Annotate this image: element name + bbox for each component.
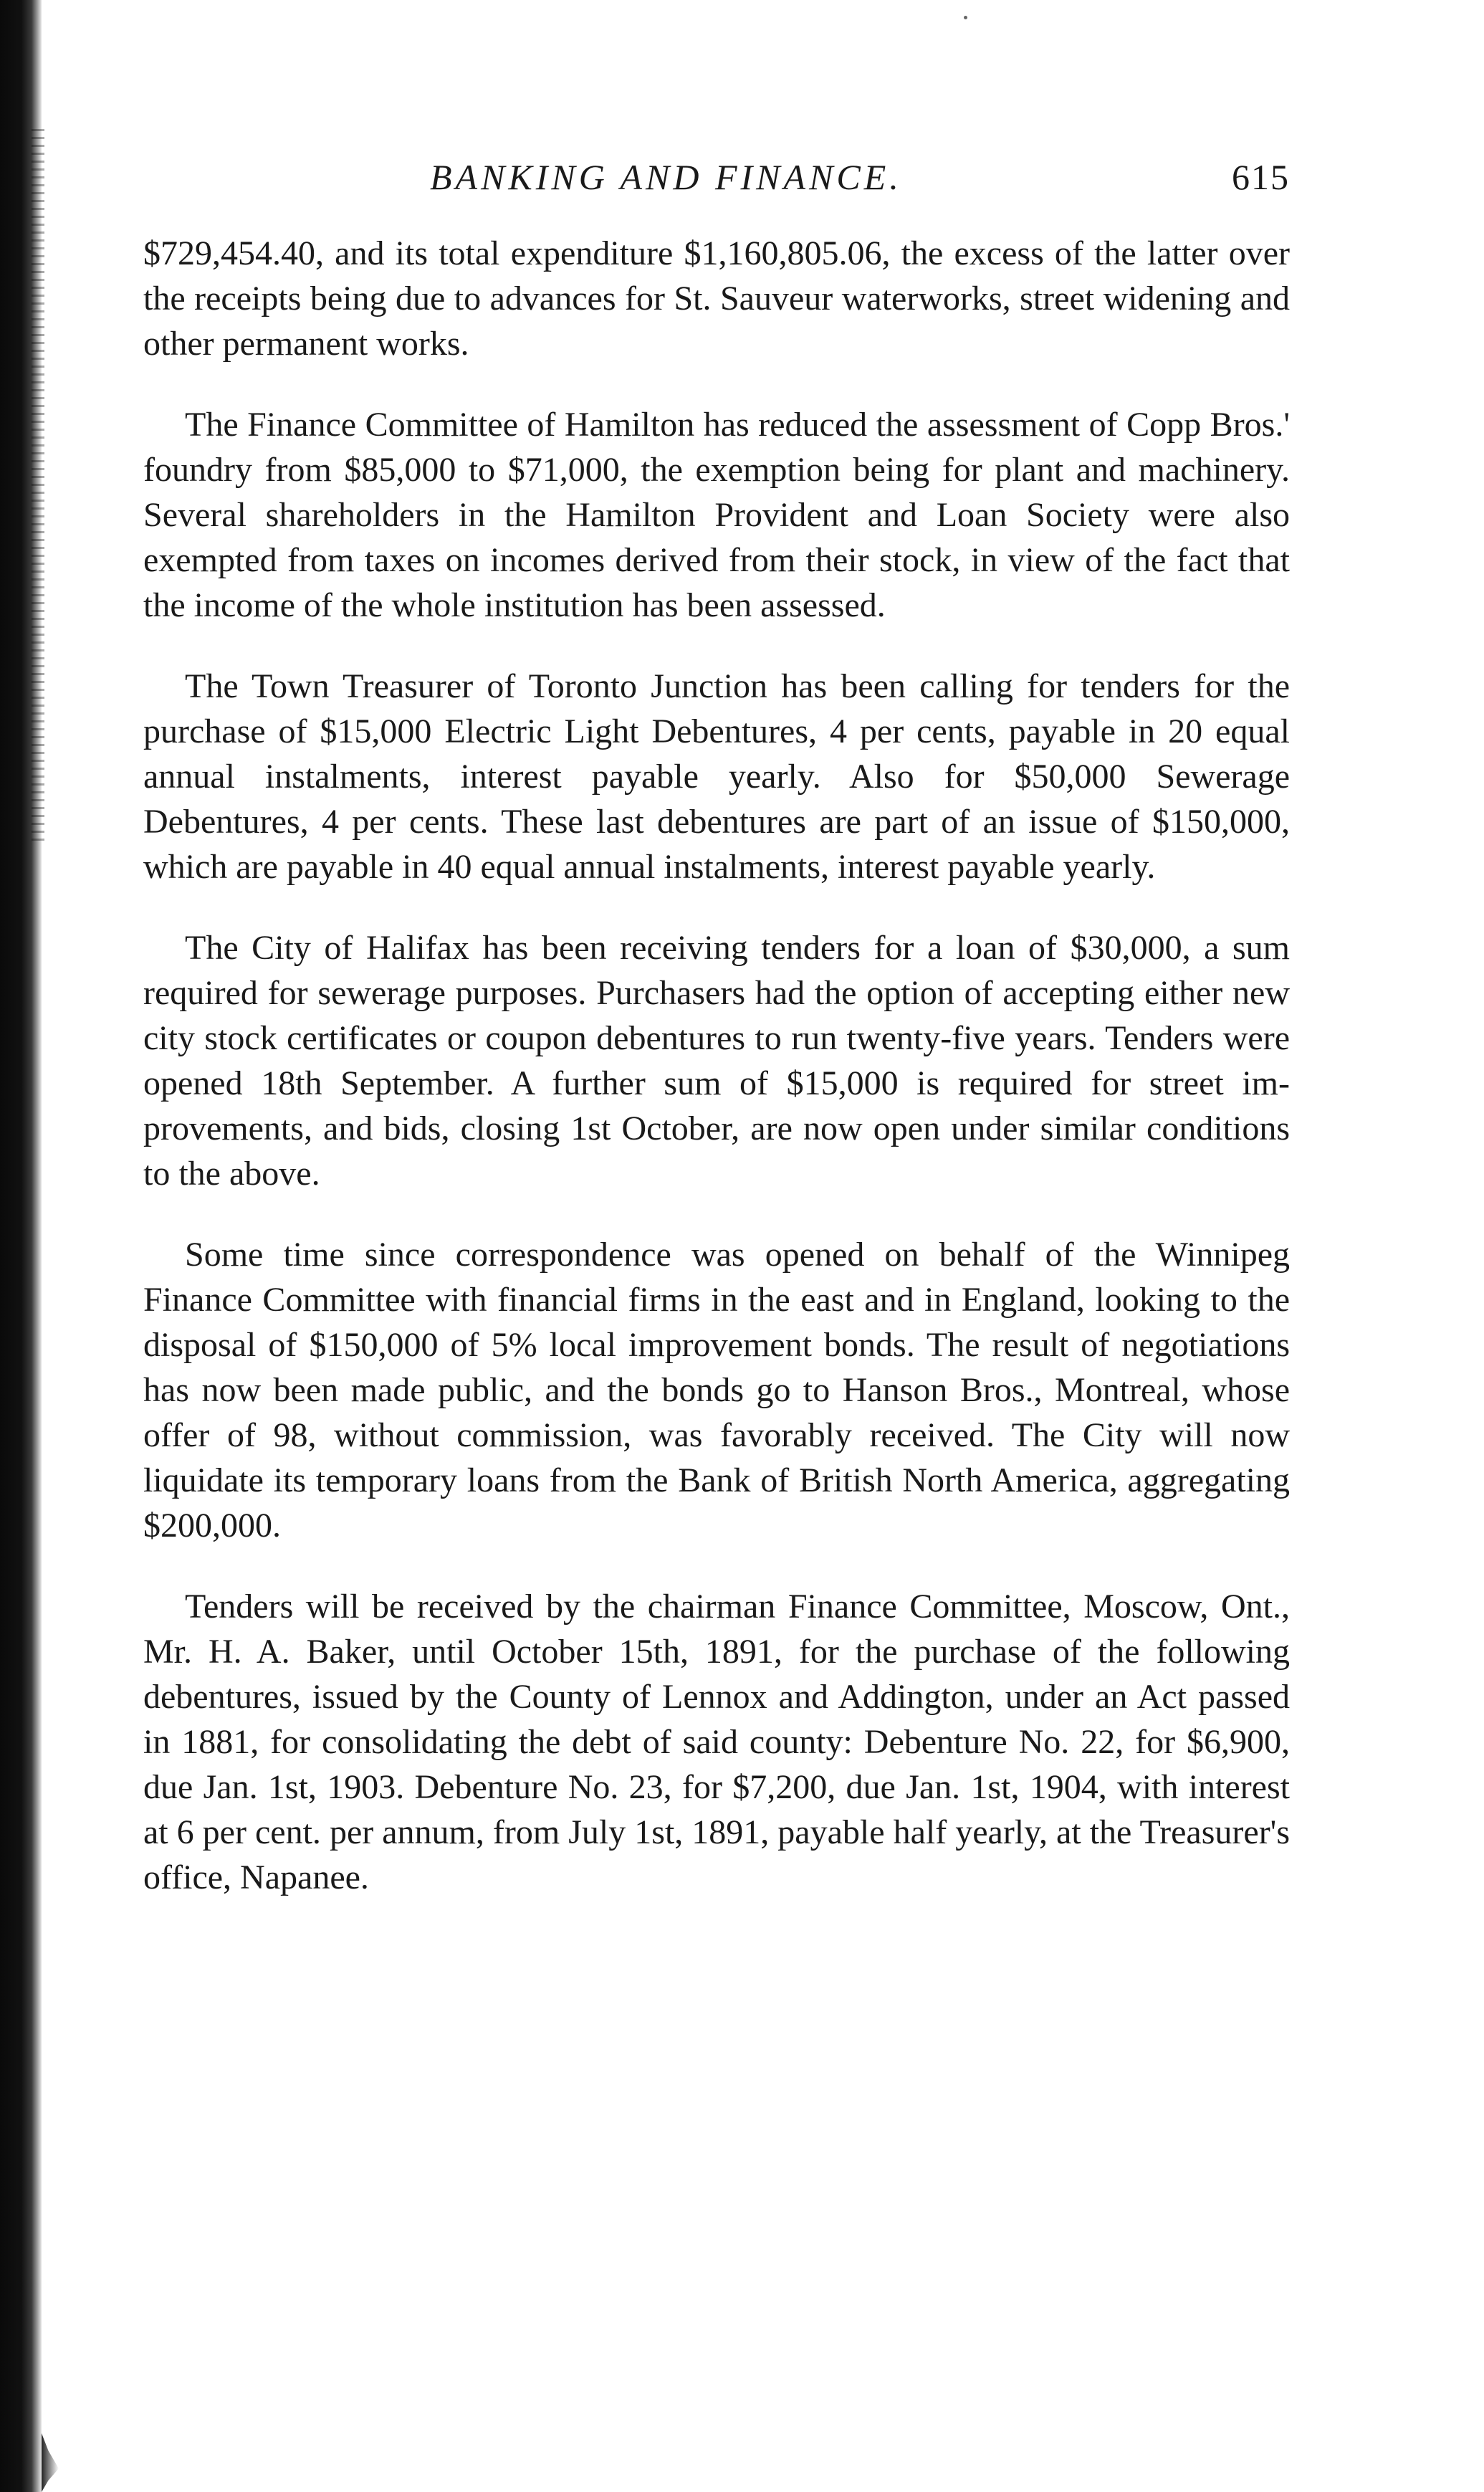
ink-speck	[964, 16, 967, 19]
paragraph-toronto-junction-debentures: The Town Treasurer of Toronto Junction has been calling for tenders for the purchase of $15,000 Electric Light Debentures, 4 per cents, payable in 20 equal annual instalments, interest payable yearly. Also for $50,000 Sewerage Debentures, 4 per cents. These last debentures are part of an issue of $150,000, which are payable in 40 equal annual instalments, interest payable yearly.	[143, 667, 1290, 886]
binding-foot-mark	[42, 2433, 59, 2492]
page-body	[143, 231, 1290, 1936]
paragraph-halifax-loan: The City of Halifax has been receiving tenders for a loan of $30,000, a sum required for sewerage purposes. Purchasers had the option of accepting either new city stock certificates or coupon debentures to run twenty-five years. Tenders were opened 18th September. A further sum of $15,000 is required for street improvements, and bids, closing 1st October, are now open under similar conditions to the above.	[143, 929, 1290, 1193]
paragraph-hamilton-assessment: The Finance Committee of Hamilton has reduced the assessment of Copp Bros.' foundry from $85,000 to $71,000, the exemption being for plant and machinery. Several shareholders in the Hamilton Provident and Loan Society were also exempted from taxes on incomes derived from their stock, in view of the fact that the income of the whole institution has been assessed.	[143, 406, 1290, 624]
page-number: 615	[1232, 157, 1290, 197]
paragraph-lennox-addington-tenders: Tenders will be received by the chairman Finance Committee, Moscow, Ont., Mr. H. A. Baker, until October 15th, 1891, for the purchase of the following debentures, issued by the County of Lennox and Addington, under an Act passed in 1881, for consolidating the debt of said county: Debenture No. 22, for $6,900, due Jan. 1st, 1903. Debenture No. 23, for $7,200, due Jan. 1st, 1904, with interest at 6 per cent. per annum, from July 1st, 1891, payable half yearly, at the Treasurer's office, Napanee.	[143, 1588, 1290, 1896]
paragraph-winnipeg-bonds: Some time since correspondence was opened on behalf of the Winnipeg Finance Committee with financial firms in the east and in England, looking to the disposal of $150,000 of 5% local improvement bonds. The result of negotiations has now been made public, and the bonds go to Hanson Bros., Montreal, whose offer of 98, without commission, was favorably received. The City will now liquidate its temporary loans from the Bank of British North America, aggregating $200,000.	[143, 1236, 1290, 1545]
running-head: BANKING AND FINANCE.	[430, 157, 902, 197]
paragraph-quebec-expenditure: $729,454.40, and its total expenditure $1,160,805.06, the excess of the latter over the receipts being due to advances for St. Sauveur waterworks, street widening and other permanent works.	[143, 234, 1290, 363]
page-header	[143, 156, 1290, 206]
binding-speckle	[32, 129, 44, 846]
